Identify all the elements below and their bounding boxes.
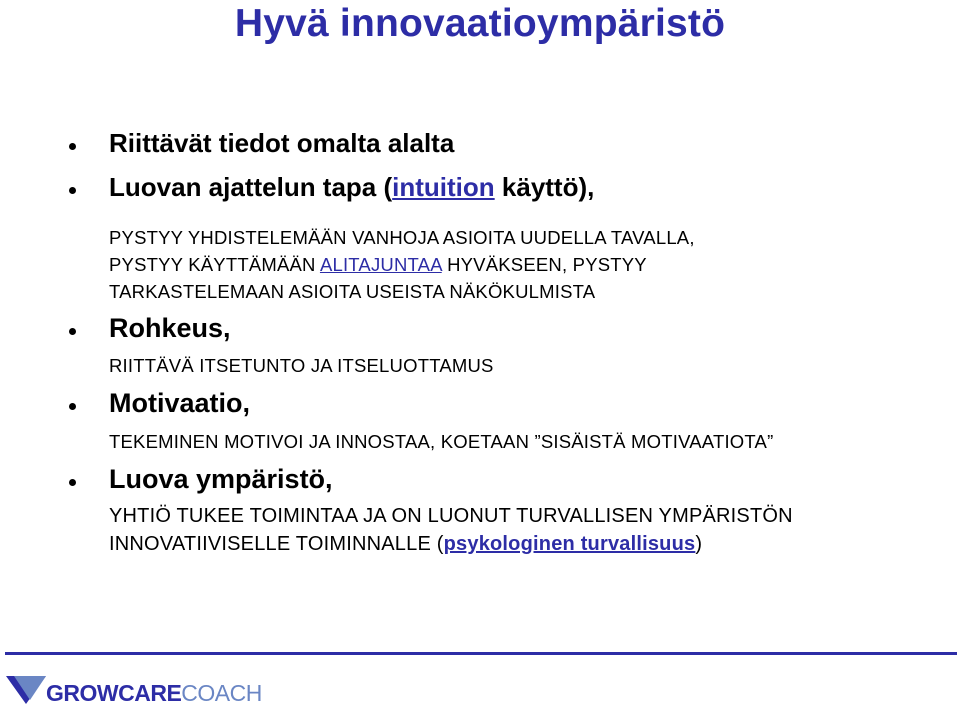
bullet-dot [69, 328, 76, 335]
intuition-link[interactable]: intuition [392, 172, 495, 202]
alitajuntaa-link[interactable]: ALITAJUNTAA [319, 254, 442, 275]
sub-motivaatio: TEKEMINEN MOTIVOI JA INNOSTAA, KOETAAN ”SISÄISTÄ MOTIVAATIOTA” [109, 431, 774, 452]
text-fragment: HYVÄKSEEN, PYSTYY [441, 254, 647, 275]
bullet-dot [69, 403, 76, 410]
logo-part-care: CARE [118, 680, 182, 706]
text-fragment: INNOVATIIVISELLE TOIMINNALLE ( [109, 533, 444, 555]
bullet-riittavat-tiedot: Riittävät tiedot omalta alalta [109, 128, 455, 158]
logo-part-grow: GROW [46, 680, 119, 706]
bullet-luova-ymparisto: Luova ympäristö, [109, 464, 333, 494]
sub-luova-line-2 [109, 533, 702, 556]
slide-title: Hyvä innovaatioympäristö [234, 2, 726, 45]
text-fragment: Luovan ajattelun tapa ( [109, 172, 393, 202]
sub-luova-line-1: YHTIÖ TUKEE TOIMINTAA JA ON LUONUT TURVALLISEN YMPÄRISTÖN [109, 505, 793, 527]
logo-chevron-icon [6, 670, 48, 710]
sub-paragraph-line-1: PYSTYY YHDISTELEMÄÄN VANHOJA ASIOITA UUDELLA TAVALLA, [109, 227, 695, 248]
footer-rule [5, 652, 957, 655]
bullet-luovan-ajattelun [109, 172, 594, 203]
bullet-rohkeus: Rohkeus, [109, 313, 231, 343]
sub-paragraph-line-3: TARKASTELEMAAN ASIOITA USEISTA NÄKÖKULMISTA [109, 281, 596, 302]
text-fragment: käyttö), [494, 172, 595, 202]
sub-rohkeus: RIITTÄVÄ ITSETUNTO JA ITSELUOTTAMUS [109, 355, 494, 376]
psykologinen-turvallisuus-link[interactable]: psykologinen turvallisuus [443, 533, 696, 555]
logo-part-coach: COACH [181, 680, 262, 706]
bullet-dot [69, 187, 76, 194]
text-fragment: PYSTYY KÄYTTÄMÄÄN [109, 254, 320, 275]
growcarecoach-logo [46, 680, 262, 707]
sub-paragraph-line-2 [109, 254, 647, 276]
bullet-dot [69, 143, 76, 150]
bullet-dot [69, 479, 76, 486]
bullet-motivaatio: Motivaatio, [109, 388, 251, 418]
text-fragment: ) [695, 533, 703, 555]
